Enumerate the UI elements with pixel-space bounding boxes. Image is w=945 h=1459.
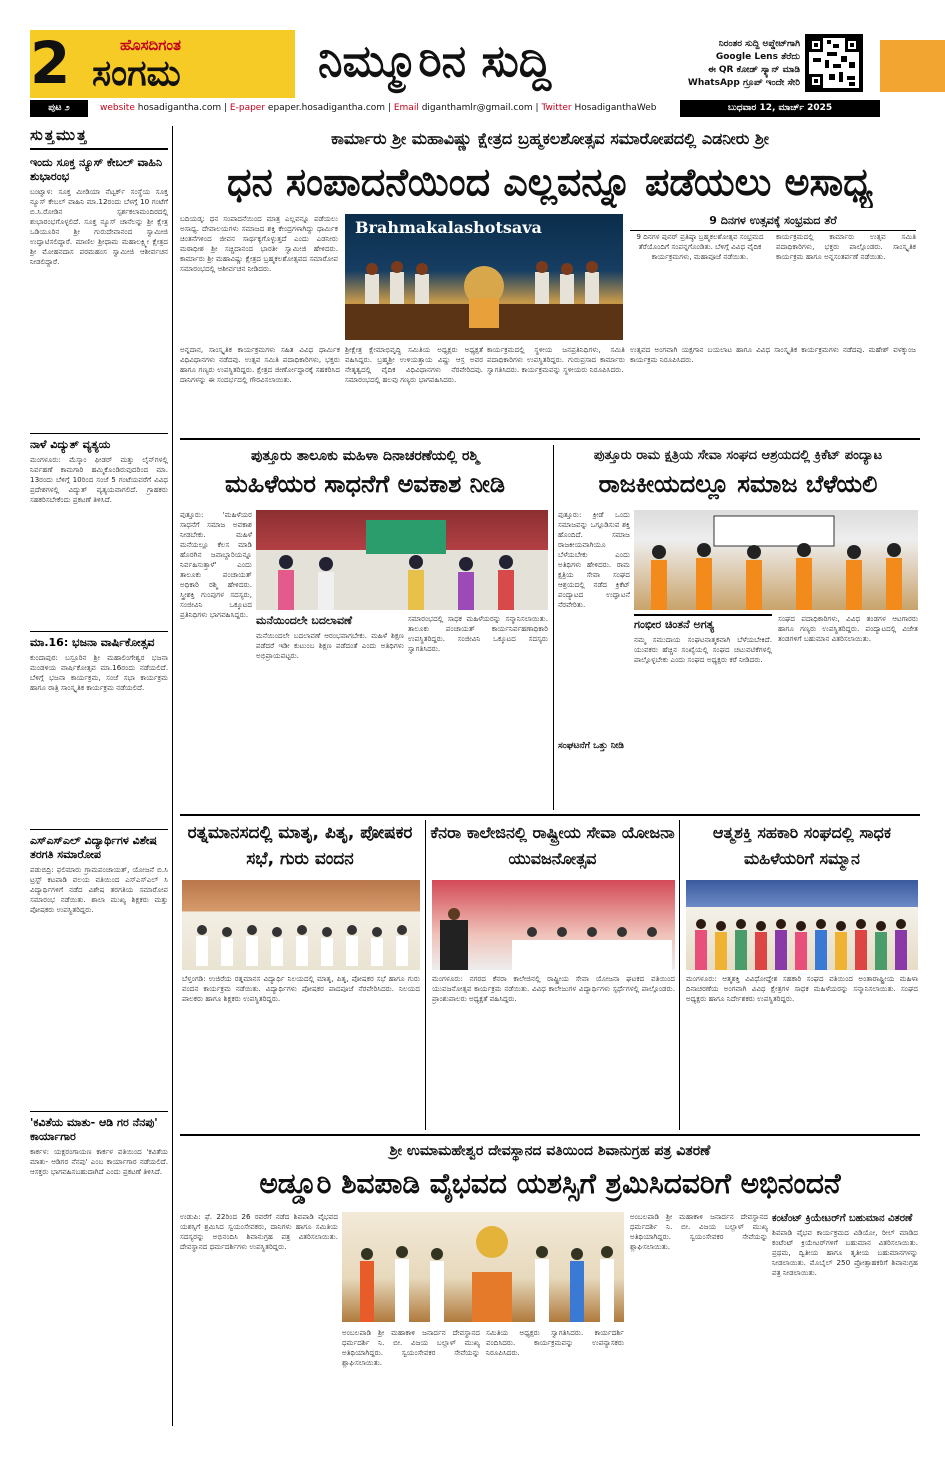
story3 [558, 445, 918, 505]
story3-box-body: ನಮ್ಮ ಸಮುದಾಯ ಸಂಘಟನಾತ್ಮಕವಾಗಿ ಬೆಳೆಯಬೇಕಿದೆ. ಯುವಕರು ಹೆಚ್ಚಿನ ಸಂಖ್ಯೆಯಲ್ಲಿ ಸಂಘದ ಚಟುವಟಿಕೆಗಳಲ್ಲಿ ಪಾಲ್ಗೊಳ್ಳಬೇಕು ಎಂದು ಸಂಘದ ಅಧ್ಯಕ್ಷರು ಕರೆ ನೀಡಿದರು. [634, 635, 772, 664]
epaper-label: E-paper [229, 103, 266, 113]
story7-box-body: ಶಿವಪಾಡಿ ವೈಭವ ಕಾರ್ಯಕ್ರಮದ ವಿಡಿಯೋ, ರೀಲ್ ಮಾಡಿದ ಕಂಟೆಂಟ್ ಕ್ರಿಯೇಟರ್‌ಗಳಿಗೆ ಬಹುಮಾನ ವಿತರಿಸಲಾಯಿತು. ಪ್ರಥಮ, ದ್ವಿತೀಯ ಹಾಗೂ ತೃತೀಯ ಬಹುಮಾನಗಳನ್ನು ನೀಡಲಾಯಿತು. ಮೊಬೈಲ್ 250 ಪ್ರೋತ್ಸಾಹಕರಿಗೆ ಶಿವಾನುಗ್ರಹ ಪತ್ರ ನೀಡಲಾಯಿತು. [772, 1228, 918, 1277]
lead-photo-banner: Brahmakalashotsava [355, 218, 542, 237]
story2-box-title: ಮನೆಯಿಂದಲೇ ಬದಲಾವಣೆ [256, 614, 353, 627]
qr-text-1: ನಿರಂತರ ಸುದ್ದಿ ಅಪ್ಡೇಟ್‌ಗಾಗಿ [718, 39, 800, 49]
lead-sub-box [630, 214, 916, 344]
divider [30, 433, 168, 434]
divider [30, 829, 168, 830]
sidebar-item-body: ಬಂಟ್ವಾಳ: ಸೂಕ್ತ ಮೀಡಿಯಾ ನೆಟ್ವರ್ಕ್ ಸಂಸ್ಥೆಯ ಸೂಕ್ತ ನ್ಯೂಸ್ ಕೇಬಲ್ ವಾಹಿನಿ ಮಾ.12ರಂದು ಬೆಳಗ್ಗೆ 10 ಗಂಟೆಗೆ ಬಿ.ಸಿ.ರೋಡಿನ ಸ್ಪರ್ಶಕಲಾಮಂದಿರದಲ್ಲಿ ಶುಭಾರಂಭಗೊಳ್ಳಲಿದೆ. ಸೂಕ್ತ ನ್ಯೂಸ್ ಚಾನೆಲನ್ನು ಶ್ರೀ ಕ್ಷೇತ್ರ ಒಡಿಯೂರಿನ ಶ್ರೀ ಗುರುದೇವಾನಂದ ಸ್ವಾಮೀಜಿ ಉದ್ಘಾಟಿಸಲಿದ್ದಾರೆ. ಮಾಣಿಲ ಶ್ರೀಧಾಮ ಮಹಾಲಕ್ಷ್ಮೀ ಕ್ಷೇತ್ರದ ಶ್ರೀ ಮೋಹನದಾಸ ಪರಮಹಂಸ ಸ್ವಾಮೀಜಿ ಆಶೀರ್ವಚನ ನೀಡಲಿದ್ದಾರೆ. [30, 187, 168, 266]
email-link[interactable]: diganthamlr@gmail.com [421, 103, 533, 113]
story2-body-2: ಸಮಾರಂಭದಲ್ಲಿ ಸಾಧಕ ಮಹಿಳೆಯರನ್ನು ಸನ್ಮಾನಿಸಲಾಯಿತು. ತಾಲೂಕು ಪಂಚಾಯತ್ ಕಾರ್ಯನಿರ್ವಹಣಾಧಿಕಾರಿ ಉಪಸ್ಥಿತರಿದ್ದರು. ಸಂಜೀವಿನಿ ಒಕ್ಕೂಟದ ಸದಸ್ಯರು ಸ್ವಾಗತಿಸಿದರು. [408, 614, 548, 653]
story3-photo [634, 510, 918, 610]
lead-body-col-3: ಶ್ರೀಕ್ಷೇತ್ರ ಕ್ಷೇಮಾಭಿವೃದ್ಧಿ ಸಮಿತಿಯ ಅಧ್ಯಕ್ಷರು ಅಧ್ಯಕ್ಷತೆ ವಹಿಸಿದ್ದರು. ಬ್ರಹ್ಮಶ್ರೀ ಉಳಿಯತ್ತಾಯ ವಿಷ್ಣು ಆಸ್ರ ಅವರ ನೇತೃತ್ವದಲ್ಲಿ ವೈದಿಕ ವಿಧಿವಿಧಾನಗಳು ನೆರವೇರಿದವು. ಸಮಾರಂಭದಲ್ಲಿ ಹಲವು ಗಣ್ಯರು ಭಾಗವಹಿಸಿದರು. [345, 345, 483, 384]
story7-box-title: ಕಂಟೆಂಟ್ ಕ್ರಿಯೇಟರ್‌ಗೆ ಬಹುಮಾನ ವಿತರಣೆ [772, 1213, 913, 1224]
qr-text-2: Google Lens ತೆರೆದು [715, 52, 800, 62]
story2-kicker: ಪುತ್ತೂರು ತಾಲೂಕು ಮಹಿಳಾ ದಿನಾಚರಣೆಯಲ್ಲಿ ರಶ್ಮಿ [251, 448, 479, 464]
story7-body-4: ಅಂಬಲಪಾಡಿ ಶ್ರೀ ಮಹಾಕಾಳಿ ಜನಾರ್ದನ ದೇವಸ್ಥಾನದ ಧರ್ಮದರ್ಶಿ ನಿ. ಬೀ. ವಿಜಯ ಬಲ್ಲಾಳ್ ಮುಖ್ಯ ಅತಿಥಿಯಾಗಿದ್ದರು. ಸ್ವಯಂಸೇವಕರ ಸೇವೆಯನ್ನು ಶ್ಲಾಘಿಸಲಾಯಿತು. [630, 1212, 768, 1251]
story6-body: ಮಂಗಳೂರು: ಆತ್ಮಶಕ್ತಿ ವಿವಿಧೋದ್ದೇಶ ಸಹಕಾರಿ ಸಂಘದ ವತಿಯಿಂದ ಅಂತಾರಾಷ್ಟ್ರೀಯ ಮಹಿಳಾ ದಿನಾಚರಣೆಯ ಅಂಗವಾಗಿ ವಿವಿಧ ಕ್ಷೇತ್ರಗಳ ಸಾಧಕ ಮಹಿಳೆಯರನ್ನು ಸನ್ಮಾನಿಸಲಾಯಿತು. ಸಂಘದ ಅಧ್ಯಕ್ಷರು ಹಾಗೂ ನಿರ್ದೇಶಕರು ಉಪಸ್ಥಿತರಿದ್ದರು. [686, 974, 918, 1003]
divider-story5-6 [679, 820, 680, 1130]
story5-photo [432, 880, 675, 970]
story4-body: ಬೆಳ್ತಂಗಡಿ: ಉಜಿರೆಯ ರತ್ನಮಾನಸ ವಿದ್ಯಾರ್ಥಿ ನಿಲಯದಲ್ಲಿ ಮಾತೃ, ಪಿತೃ, ಪೋಷಕರ ಸಭೆ ಹಾಗೂ ಗುರು ವಂದನ ಕಾರ್ಯಕ್ರಮ ನಡೆಯಿತು. ವಿದ್ಯಾರ್ಥಿಗಳು ಪೋಷಕರ ಪಾದಪೂಜೆ ನೆರವೇರಿಸಿದರು. ನಿಲಯದ ಪಾಲಕರು ಹಾಗೂ ಶಿಕ್ಷಕರು ಉಪಸ್ಥಿತರಿದ್ದರು. [182, 974, 420, 1003]
qr-text-3: ಈ QR ಕೋಡ್ ಸ್ಕ್ಯಾನ್ ಮಾಡಿ [707, 65, 800, 75]
sidebar-item-title: ಎಸ್ಎಸ್ಎಲ್ ವಿದ್ಯಾರ್ಥಿಗಳ ವಿಶೇಷ ತರಗತಿ ಸಮಾರೋಪ [30, 834, 157, 861]
divider [30, 631, 168, 632]
sep-1: | [224, 103, 230, 113]
brand-small: ಹೊಸದಿಗಂತ [120, 36, 181, 54]
info-strip [0, 100, 945, 117]
story6-headline: ಆತ್ಮಶಕ್ತಿ ಸಹಕಾರಿ ಸಂಘದಲ್ಲಿ ಸಾಧಕ ಮಹಿಳೆಯರಿಗೆ ಸಮ್ಮಾನ [712, 823, 892, 868]
sidebar-item-body: ಕುಂದಾಪುರ: ಬಸ್ರೂರಿನ ಶ್ರೀ ಮಹಾಲಿಂಗೇಶ್ವರ ಭಜನಾ ಮಂಡಳಿಯ ವಾರ್ಷಿಕೋತ್ಸವ ಮಾ.16ರಂದು ನಡೆಯಲಿದೆ. ಬೆಳಿಗ್ಗೆ ಭಜನಾ ಕಾರ್ಯಕ್ರಮ, ಸಂಜೆ ಸಭಾ ಕಾರ್ಯಕ್ರಮ ಹಾಗೂ ರಾತ್ರಿ ಸಾಂಸ್ಕೃತಿಕ ಕಾರ್ಯಕ್ರಮ ನಡೆಯಲಿದೆ. [30, 653, 168, 692]
qr-promo [660, 38, 800, 90]
sidebar-divider [172, 126, 173, 1426]
story7-box [772, 1212, 918, 1424]
story2-photo [256, 510, 548, 610]
sidebar-item [30, 834, 168, 1105]
lead-sub-box-title: 9 ದಿನಗಳ ಉತ್ಸವಕ್ಕೆ ಸಂಭ್ರಮದ ತೆರೆ [630, 214, 916, 231]
story3-headline: ರಾಜಕೀಯದಲ್ಲೂ ಸಮಾಜ ಬೆಳೆಯಲಿ [598, 470, 878, 498]
lead-kicker: ಕಾರ್ಮಾರು ಶ್ರೀ ಮಹಾವಿಷ್ಣು ಕ್ಷೇತ್ರದ ಬ್ರಹ್ಮಕಲಶೋತ್ಸವ ಸಮಾರೋಪದಲ್ಲಿ ಎಡನೀರು ಶ್ರೀ [331, 129, 769, 148]
website-label: website [100, 103, 135, 113]
story5-body: ಮಂಗಳೂರು: ನಗರದ ಕೆನರಾ ಕಾಲೇಜಿನಲ್ಲಿ ರಾಷ್ಟ್ರೀಯ ಸೇವಾ ಯೋಜನಾ ಘಟಕದ ವತಿಯಿಂದ ಯುವಜನೋತ್ಸವ ಕಾರ್ಯಕ್ರಮ ನಡೆಯಿತು. ವಿವಿಧ ಕಾಲೇಜುಗಳ ವಿದ್ಯಾರ್ಥಿಗಳು ಸ್ಪರ್ಧೆಗಳಲ್ಲಿ ಪಾಲ್ಗೊಂಡರು. ಪ್ರಾಂಶುಪಾಲರು ಅಧ್ಯಕ್ಷತೆ ವಹಿಸಿದ್ದರು. [432, 974, 675, 1003]
epaper-link[interactable]: epaper.hosadigantha.com [267, 103, 386, 113]
sidebar-item-title: 'ಕವಿತೆಯ ಮಾತು- ಆಡಿ ಗರ ನೆನಪು' ಕಾರ್ಯಾಗಾರ [30, 1116, 158, 1143]
story2-box [256, 614, 404, 812]
story3-body: ಪುತ್ತೂರು: ಕ್ರೀಡೆ ಒಂದು ಸಮಾಜವನ್ನು ಒಗ್ಗೂಡಿಸುವ ಶಕ್ತಿ ಹೊಂದಿದೆ. ಸಮಾಜ ರಾಜಕೀಯವಾಗಿಯೂ ಬೆಳೆಯಬೇಕು ಎಂದು ಅತಿಥಿಗಳು ಹೇಳಿದರು. ರಾಮ ಕ್ಷತ್ರಿಯ ಸೇವಾ ಸಂಘದ ಆಶ್ರಯದಲ್ಲಿ ನಡೆದ ಕ್ರಿಕೆಟ್ ಪಂದ್ಯಾಟದ ಉದ್ಘಾಟನೆ ನೆರವೇರಿತು. [558, 510, 630, 609]
story5-photo-people [432, 880, 675, 970]
strip-links [100, 100, 656, 117]
story7-kicker: ಶ್ರೀ ಉಮಾಮಹೇಶ್ವರ ದೇವಸ್ಥಾನದ ವತಿಯಿಂದ ಶಿವಾನುಗ್ರಹ ಪತ್ರ ವಿತರಣೆ [389, 1143, 711, 1159]
divider [30, 1111, 168, 1112]
story3-photo-people [634, 510, 918, 610]
story7-photo [342, 1212, 624, 1322]
section-title: ನಿಮ್ಮೂರಿನ ಸುದ್ದಿ [318, 36, 552, 87]
sidebar-item [30, 1116, 168, 1377]
lead-body-col-2: ಅನ್ನದಾನ, ಸಾಂಸ್ಕೃತಿಕ ಕಾರ್ಯಕ್ರಮಗಳು ಸಹಿತ ವಿವಿಧ ಧಾರ್ಮಿಕ ವಿಧಿವಿಧಾನಗಳು ನಡೆದವು. ಉತ್ಸವ ಸಮಿತಿ ಪದಾಧಿಕಾರಿಗಳು, ಭಕ್ತರು ಹಾಗೂ ಗಣ್ಯರು ಉಪಸ್ಥಿತರಿದ್ದರು. ಕ್ಷೇತ್ರದ ಜೀರ್ಣೋದ್ಧಾರಕ್ಕೆ ಸಹಕರಿಸಿದ ದಾನಿಗಳನ್ನು ಈ ಸಂದರ್ಭದಲ್ಲಿ ಗೌರವಿಸಲಾಯಿತು. [180, 345, 340, 384]
date-box: ಬುಧವಾರ 12, ಮಾರ್ಚ್ 2025 [680, 100, 880, 117]
story5-headline: ಕೆನರಾ ಕಾಲೇಜಿನಲ್ಲಿ ರಾಷ್ಟ್ರೀಯ ಸೇವಾ ಯೋಜನಾ ಯುವಜನೋತ್ಸವ [430, 823, 675, 868]
sidebar [30, 126, 168, 1426]
lead-photo [345, 214, 623, 340]
divider-lead-bottom [180, 438, 920, 440]
story4-headline: ರತ್ನಮಾನಸದಲ್ಲಿ ಮಾತೃ, ಪಿತೃ, ಪೋಷಕರ ಸಭೆ, ಗುರು ವಂದನ [187, 823, 413, 869]
lead-body-col-4: ಕಾರ್ಯಕ್ರಮದಲ್ಲಿ ಸ್ಥಳೀಯ ಜನಪ್ರತಿನಿಧಿಗಳು, ಸಮಿತಿ ಪದಾಧಿಕಾರಿಗಳು ಉಪಸ್ಥಿತರಿದ್ದರು. ಗುರುಪ್ರಸಾದ ಕಾರ್ಮಾರು ಸ್ವಾಗತಿಸಿದರು. ಕಾರ್ಯಕ್ರಮವನ್ನು ಸ್ಥಳೀಯರು ನಿರೂಪಿಸಿದರು. [487, 345, 625, 374]
lead-sub-box-body: 9 ದಿನಗಳ ಪುನರ್ ಪ್ರತಿಷ್ಠಾ ಬ್ರಹ್ಮಕಲಶೋತ್ಸವ ಸಂಭ್ರಮದ ತೆರೆಯೊಂದಿಗೆ ಸಂಪನ್ನಗೊಂಡಿತು. ಬೆಳಿಗ್ಗೆ ವಿವಿಧ ವೈದಿಕ ಕಾರ್ಯಕ್ರಮಗಳು, ಮಹಾಪೂಜೆ ನಡೆಯಿತು. [636, 232, 764, 261]
masthead [0, 0, 945, 100]
sidebar-item [30, 636, 168, 823]
story2-box-body: ಮನೆಯಿಂದಲೇ ಬದಲಾವಣೆ ಆರಂಭವಾಗಬೇಕು. ಮಹಿಳೆ ಶಿಕ್ಷಣ ಪಡೆದರೆ ಇಡೀ ಕುಟುಂಬ ಶಿಕ್ಷಣ ಪಡೆದಂತೆ ಎಂದು ಅತಿಥಿಗಳು ಅಭಿಪ್ರಾಯಪಟ್ಟರು. [256, 631, 404, 660]
story6-photo [686, 880, 918, 970]
story3-kicker: ಪುತ್ತೂರು ರಾಮ ಕ್ಷತ್ರಿಯ ಸೇವಾ ಸಂಘದ ಆಶ್ರಯದಲ್ಲಿ ಕ್ರಿಕೆಟ್ ಪಂದ್ಯಾಟ [593, 448, 883, 463]
story3-box [634, 614, 772, 812]
lead-body-col-1: ಬದಿಯಡ್ಕ: ಧನ ಸಂಪಾದನೆಯಿಂದ ಮಾತ್ರ ಎಲ್ಲವನ್ನೂ ಪಡೆಯಲು ಅಸಾಧ್ಯ. ದೇವಾಲಯಗಳು ಸಮಾಜದ ಶಕ್ತಿ ಕೇಂದ್ರಗಳಾಗಿದ್ದು ಧಾರ್ಮಿಕ ಚಿಂತನೆಗಳಿಂದ ಜೀವನ ಸಾರ್ಥಕ್ಯಗೊಳ್ಳುತ್ತದೆ ಎಂದು ಎಡನೀರು ಮಠಾಧೀಶ ಶ್ರೀ ಸಚ್ಚಿದಾನಂದ ಭಾರತೀ ಸ್ವಾಮೀಜಿ ಹೇಳಿದರು. ಕಾರ್ಮಾರು ಶ್ರೀ ಮಹಾವಿಷ್ಣು ಕ್ಷೇತ್ರದ ಬ್ರಹ್ಮಕಲಶೋತ್ಸವದ ಸಮಾರೋಪ ಸಮಾರಂಭದಲ್ಲಿ ಆಶೀರ್ವಚನ ನೀಡಿದರು. [180, 214, 338, 273]
lead-sub-box-col: ಕಾರ್ಯಕ್ರಮದಲ್ಲಿ ಕಾರ್ಮಾರು ಉತ್ಸವ ಸಮಿತಿ ಪದಾಧಿಕಾರಿಗಳು, ಭಕ್ತರು ಪಾಲ್ಗೊಂಡರು. ಸಾಂಸ್ಕೃತಿಕ ಕಾರ್ಯಕ್ರಮ ಹಾಗೂ ಅನ್ನಸಂತರ್ಪಣೆ ನಡೆಯಿತು. [776, 232, 916, 261]
twitter-link[interactable]: HosadiganthaWeb [574, 103, 657, 113]
story7-body-3: ಸಮಿತಿಯ ಅಧ್ಯಕ್ಷರು ಸ್ವಾಗತಿಸಿದರು. ಕಾರ್ಯದರ್ಶಿ ವಂದಿಸಿದರು. ಕಾರ್ಯಕ್ರಮವನ್ನು ಉಪನ್ಯಾಸಕರು ನಿರೂಪಿಸಿದರು. [486, 1328, 624, 1357]
masthead-orange-block [880, 40, 945, 92]
story4-photo [182, 880, 420, 970]
sidebar-item-body: ಪಡುಬಿದ್ರಿ: ಫಲಿಮಾರು ಗ್ರಾಮಪಂಚಾಯತ್, ಯೋಜನೆ ಬಿ.ಸಿ ಟ್ರಸ್ಟ್ ಕಟಪಾಡಿ ವಲಯ ವತಿಯಿಂದ ಎಸ್ಎಸ್ಎಲ್ ಸಿ ವಿದ್ಯಾರ್ಥಿಗಳಿಗೆ ನಡೆದ ವಿಶೇಷ ತರಗತಿಯ ಸಮಾರೋಪ ಸಮಾರಂಭ ನಡೆಯಿತು. ಶಾಲಾ ಮುಖ್ಯ ಶಿಕ್ಷಕರು ಮತ್ತು ಪೋಷಕರು ಉಪಸ್ಥಿತರಿದ್ದರು. [30, 865, 168, 914]
twitter-label: Twitter [541, 103, 572, 113]
lead-headline: ಧನ ಸಂಪಾದನೆಯಿಂದ ಎಲ್ಲವನ್ನೂ ಪಡೆಯಲು ಅಸಾಧ್ಯ [227, 160, 873, 204]
story6-photo-people [686, 880, 918, 970]
sidebar-item-title: ಇಂದು ಸೂಕ್ತ ನ್ಯೂಸ್ ಕೇಬಲ್ ವಾಹಿನಿ ಶುಭಾರಂಭ [30, 156, 163, 183]
divider-story2-3 [553, 445, 554, 810]
sidebar-item [30, 156, 168, 427]
lead-body-col-5: ಉತ್ಸವದ ಅಂಗವಾಗಿ ಯಕ್ಷಗಾನ ಬಯಲಾಟ ಹಾಗೂ ವಿವಿಧ ಸಾಂಸ್ಕೃತಿಕ ಕಾರ್ಯಕ್ರಮಗಳು ನಡೆದವು. ಮಹೇಶ್ ವಳಕ್ಕುಂಜ ಕಾರ್ಯಕ್ರಮ ನಿರೂಪಿಸಿದರು. [630, 345, 916, 364]
divider-bottom [180, 1134, 920, 1136]
story3-sub-title: ಸಂಘಟನೆಗೆ ಒತ್ತು ನೀಡಿ [558, 741, 624, 751]
story7-body: ಉಡುಪಿ: ಫೆ. 22ರಿಂದ 26 ರವರೆಗೆ ನಡೆದ ಶಿವಪಾಡಿ ವೈಭವದ ಯಶಸ್ಸಿಗೆ ಶ್ರಮಿಸಿದ ಸ್ವಯಂಸೇವಕರು, ದಾನಿಗಳು ಹಾಗೂ ಸಮಿತಿಯ ಸದಸ್ಯರನ್ನು ಅಭಿನಂದಿಸಿ ಶಿವಾನುಗ್ರಹ ಪತ್ರ ವಿತರಿಸಲಾಯಿತು. ದೇವಸ್ಥಾನದ ಧರ್ಮದರ್ಶಿಗಳು ಉಪಸ್ಥಿತರಿದ್ದರು. [180, 1212, 338, 1251]
email-label: Email [393, 103, 419, 113]
page-number: 2 [30, 29, 71, 97]
story2-photo-people [256, 510, 548, 610]
story2-headline: ಮಹಿಳೆಯರ ಸಾಧನೆಗೆ ಅವಕಾಶ ನೀಡಿ [225, 470, 505, 498]
sidebar-item-body: ಮಂಗಳೂರು: ಮೆಸ್ಕಾಂ ಫೀಡರ್ ಮತ್ತು ಲೈನ್‌ಗಳಲ್ಲಿ ನಿರ್ವಹಣೆ ಕಾಮಗಾರಿ ಹಮ್ಮಿಕೊಂಡಿರುವುದರಿಂದ ಮಾ. 13ರಂದು ಬೆಳಿಗ್ಗೆ 10ರಿಂದ ಸಂಜೆ 5 ಗಂಟೆಯವರೆಗೆ ವಿವಿಧ ಪ್ರದೇಶಗಳಲ್ಲಿ ವಿದ್ಯುತ್ ವ್ಯತ್ಯಯವಾಗಲಿದೆ. ಗ್ರಾಹಕರು ಸಹಕರಿಸಬೇಕೆಂದು ಪ್ರಕಟಣೆ ತಿಳಿಸಿದೆ. [30, 455, 168, 504]
qr-code-icon[interactable] [805, 34, 863, 92]
lead-photo-people [345, 214, 623, 340]
sidebar-item [30, 438, 168, 625]
sep-3: | [535, 103, 542, 113]
sidebar-item-title: ಮಾ.16: ಭಜನಾ ವಾರ್ಷಿಕೋತ್ಸವ [30, 636, 155, 649]
sidebar-item-title: ನಾಳೆ ವಿದ್ಯುತ್ ವ್ಯತ್ಯಯ [30, 438, 111, 451]
story3-box-title: ಗಂಭೀರ ಚಿಂತನೆ ಅಗತ್ಯ [634, 618, 715, 631]
sidebar-item-body: ಕಾರ್ಕಳ: ಯಕ್ಷರಂಗಾಯಣ ಕಾರ್ಕಳ ವತಿಯಿಂದ 'ಕವಿತೆಯ ಮಾತು- ಆಡಿಗರ ನೆನಪು' ಎಂಬ ಕಾರ್ಯಾಗಾರ ನಡೆಯಲಿದೆ. ಆಸಕ್ತರು ಭಾಗವಹಿಸಬಹುದಾಗಿದೆ ಎಂದು ಪ್ರಕಟಣೆ ತಿಳಿಸಿದೆ. [30, 1147, 168, 1176]
story4-photo-people [182, 880, 420, 970]
divider-mid [180, 814, 920, 816]
divider-story4-5 [425, 820, 426, 1130]
brand-main: ಸಂಗಮ [92, 53, 181, 94]
sep-2: | [387, 103, 394, 113]
website-link[interactable]: hosadigantha.com [137, 103, 222, 113]
story3-body-2: ಸಂಘದ ಪದಾಧಿಕಾರಿಗಳು, ವಿವಿಧ ತಂಡಗಳ ಆಟಗಾರರು ಹಾಗೂ ಗಣ್ಯರು ಉಪಸ್ಥಿತರಿದ್ದರು. ಪಂದ್ಯಾಟದಲ್ಲಿ ವಿಜೇತ ತಂಡಗಳಿಗೆ ಬಹುಮಾನ ವಿತರಿಸಲಾಯಿತು. [778, 614, 918, 643]
story7-photo-people [342, 1212, 624, 1322]
qr-text-4: WhatsApp ಗ್ರೂಪ್ ಇಂದೇ ಸೇರಿ [687, 78, 800, 88]
sidebar-logo: ಸುತ್ತಮುತ್ತ [30, 126, 168, 150]
story2-body: ಪುತ್ತೂರು: 'ಮಹಿಳೆಯರ ಸಾಧನೆಗೆ ಸಮಾಜ ಅವಕಾಶ ನೀಡಬೇಕು. ಮಹಿಳೆ ಮನೆಯಲ್ಲೂ ಕೆಲಸ ಮಾಡಿ ಹೊರಗಿನ ಜವಾಬ್ದಾರಿಯನ್ನೂ ನಿರ್ವಹಿಸುತ್ತಾಳೆ' ಎಂದು ತಾಲೂಕು ಪಂಚಾಯತ್ ಅಧಿಕಾರಿ ರಶ್ಮಿ ಹೇಳಿದರು. ಸ್ತ್ರೀಶಕ್ತಿ ಗುಂಪುಗಳ ಸದಸ್ಯರು, ಸಂಜೀವಿನಿ ಒಕ್ಕೂಟದ ಪ್ರತಿನಿಧಿಗಳು ಭಾಗವಹಿಸಿದ್ದರು. [180, 510, 252, 619]
story7-headline: ಅಡ್ಡೂರಿ ಶಿವಪಾಡಿ ವೈಭವದ ಯಶಸ್ಸಿಗೆ ಶ್ರಮಿಸಿದವರಿಗೆ ಅಭಿನಂದನೆ [259, 1167, 841, 1200]
page-label-box: ಪುಟ ೨ [30, 100, 88, 117]
story7-body-2: ಅಂಬಲಪಾಡಿ ಶ್ರೀ ಮಹಾಕಾಳಿ ಜನಾರ್ದನ ದೇವಸ್ಥಾನದ ಧರ್ಮದರ್ಶಿ ನಿ. ಬೀ. ವಿಜಯ ಬಲ್ಲಾಳ್ ಮುಖ್ಯ ಅತಿಥಿಯಾಗಿದ್ದರು. ಸ್ವಯಂಸೇವಕರ ಸೇವೆಯನ್ನು ಶ್ಲಾಘಿಸಲಾಯಿತು. [342, 1328, 480, 1367]
